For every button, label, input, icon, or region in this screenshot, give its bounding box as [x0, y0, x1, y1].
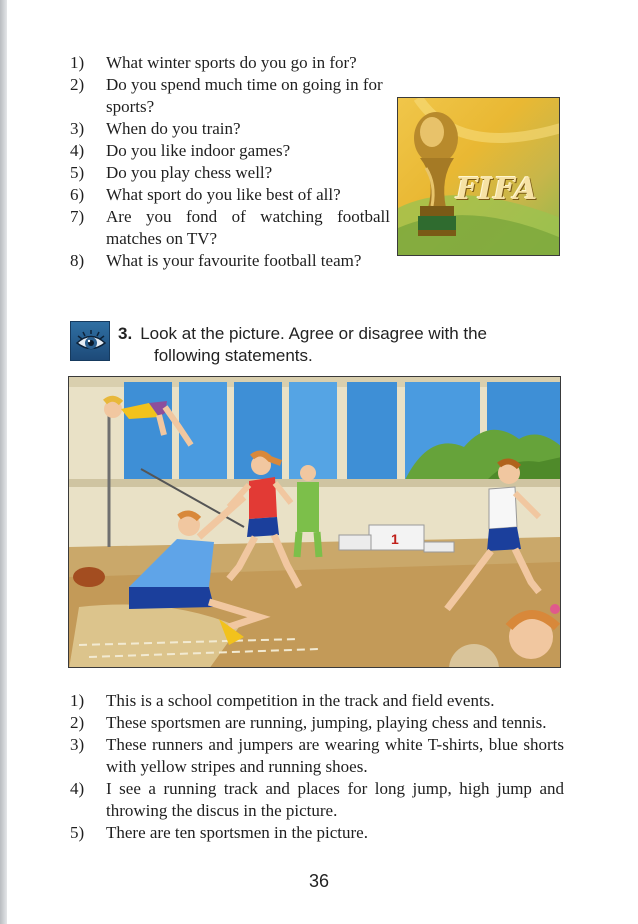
list-item	[70, 140, 400, 162]
exercise-instruction-line2: following statements.	[154, 346, 313, 365]
exercise-heading	[118, 323, 568, 367]
list-item	[70, 778, 564, 822]
statement-text: These sportsmen are running, jumping, playing chess and tennis.	[106, 713, 547, 732]
statement-text: There are ten sportsmen in the picture.	[106, 823, 368, 842]
list-item	[70, 74, 400, 118]
question-text: When do you train?	[106, 119, 241, 138]
list-item	[70, 690, 564, 712]
statements-list	[70, 690, 564, 844]
question-text: What winter sports do you go in for?	[106, 53, 357, 72]
list-item	[70, 184, 400, 206]
statement-text: I see a running track and places for long jump, high jump and throwing the discus in the picture.	[106, 779, 564, 820]
item-number: 8)	[70, 251, 85, 270]
question-text: Are you fond of watching football matches on TV?	[106, 207, 390, 248]
item-number: 1)	[70, 691, 85, 710]
item-number: 5)	[70, 163, 85, 182]
item-number: 3)	[70, 735, 85, 754]
list-item	[70, 52, 400, 74]
list-item	[70, 162, 400, 184]
statement-text: These runners and jumpers are wearing white T-shirts, blue shorts with yellow stripes and running shoes.	[106, 735, 564, 776]
list-item	[70, 822, 564, 844]
item-number: 4)	[70, 779, 85, 798]
list-item	[70, 206, 400, 250]
list-item	[70, 250, 400, 272]
question-text: What is your favourite football team?	[106, 251, 362, 270]
question-text: Do you play chess well?	[106, 163, 273, 182]
question-text: Do you spend much time on going in for sports?	[106, 75, 383, 116]
fifa-logo-text: FIFA	[456, 172, 539, 207]
list-item	[70, 734, 564, 778]
page-number: 36	[308, 871, 330, 891]
fifa-trophy-image	[397, 97, 560, 256]
question-text: What sport do you like best of all?	[106, 185, 341, 204]
question-text: Do you like indoor games?	[106, 141, 291, 160]
gym-scene	[69, 377, 561, 668]
exercise-number: 3.	[118, 324, 133, 343]
eye-icon	[70, 321, 110, 361]
item-number: 2)	[70, 713, 85, 732]
item-number: 6)	[70, 185, 85, 204]
statement-text: This is a school competition in the track and field events.	[106, 691, 495, 710]
item-number: 3)	[70, 119, 85, 138]
item-number: 5)	[70, 823, 85, 842]
item-number: 4)	[70, 141, 85, 160]
list-item	[70, 712, 564, 734]
item-number: 7)	[70, 207, 85, 226]
questions-list	[70, 52, 400, 272]
list-item	[70, 118, 400, 140]
podium-number: 1	[391, 531, 399, 547]
item-number: 1)	[70, 53, 85, 72]
sports-competition-illustration	[68, 376, 561, 668]
page-edge-shadow	[0, 0, 7, 924]
item-number: 2)	[70, 75, 85, 94]
exercise-instruction-line1: Look at the picture. Agree or disagree with the	[140, 324, 488, 343]
